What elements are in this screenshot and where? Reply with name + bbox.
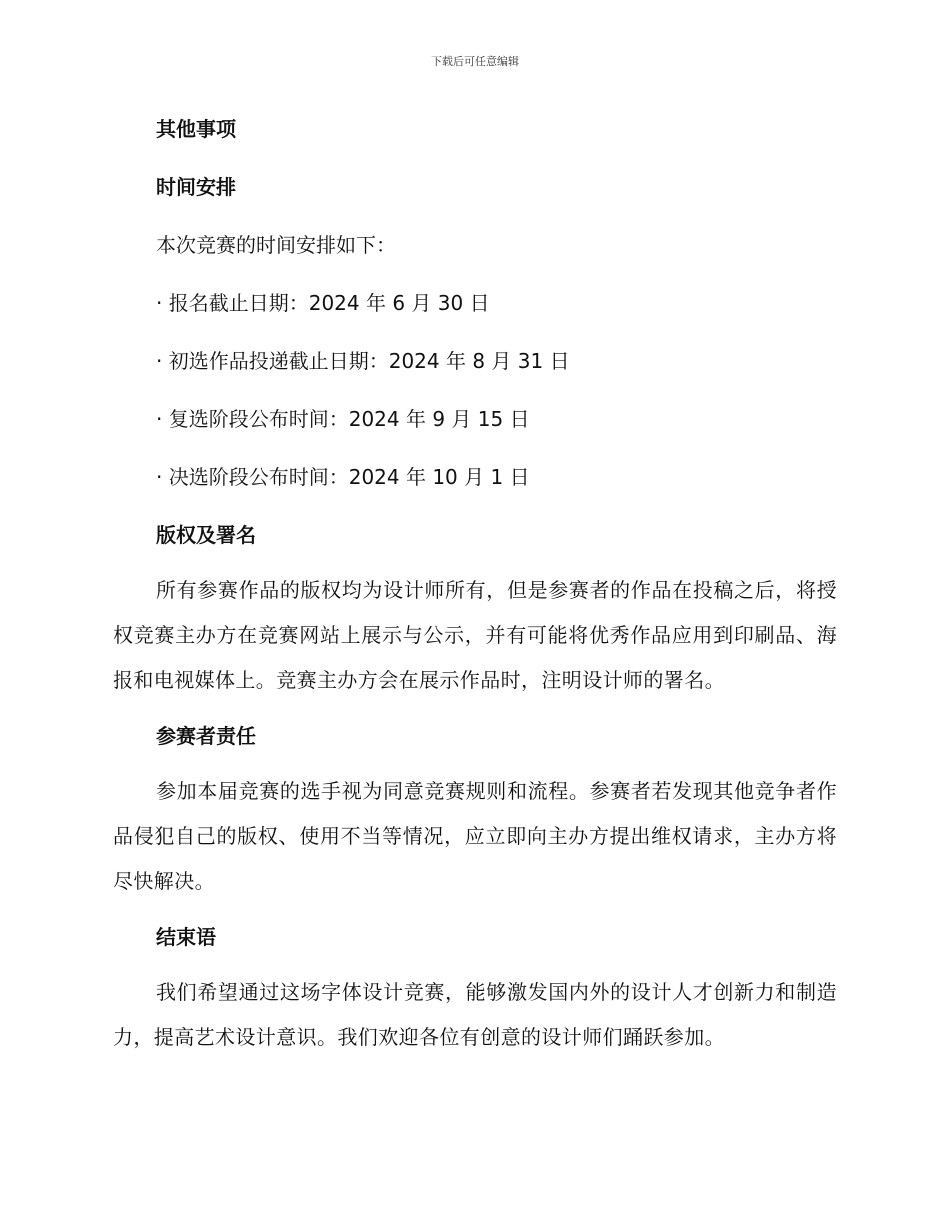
conclusion-paragraph: 我们希望通过这场字体设计竞赛，能够激发国内外的设计人才创新力和制造力，提高艺术设计意识。我们欢迎各位有创意的设计师们踊跃参加。 — [113, 980, 837, 1049]
schedule-item: · 复选阶段公布时间：2024 年 9 月 15 日 — [156, 407, 530, 431]
heading-conclusion: 结束语 — [156, 925, 216, 949]
responsibility-paragraph: 参加本届竞赛的选手视为同意竞赛规则和流程。参赛者若发现其他竞争者作品侵犯自己的版权、使用不当等情况，应立即向主办方提出维权请求，主办方将尽快解决。 — [113, 779, 837, 893]
heading-copyright: 版权及署名 — [156, 523, 256, 547]
schedule-intro: 本次竞赛的时间安排如下： — [156, 233, 396, 257]
heading-schedule: 时间安排 — [156, 175, 236, 199]
document-body — [113, 112, 837, 1060]
heading-other-matters: 其他事项 — [156, 117, 236, 141]
schedule-item: · 初选作品投递截止日期：2024 年 8 月 31 日 — [156, 349, 570, 373]
heading-responsibility: 参赛者责任 — [156, 724, 256, 748]
copyright-paragraph: 所有参赛作品的版权均为设计师所有，但是参赛者的作品在投稿之后，将授权竞赛主办方在竞赛网站上展示与公示，并有可能将优秀作品应用到印刷品、海报和电视媒体上。竞赛主办方会在展示作品时，注明设计师的署名。 — [113, 578, 837, 692]
page-header-note: 下载后可任意编辑 — [431, 55, 519, 68]
schedule-item: · 报名截止日期：2024 年 6 月 30 日 — [156, 291, 490, 315]
schedule-item: · 决选阶段公布时间：2024 年 10 月 1 日 — [156, 465, 530, 489]
